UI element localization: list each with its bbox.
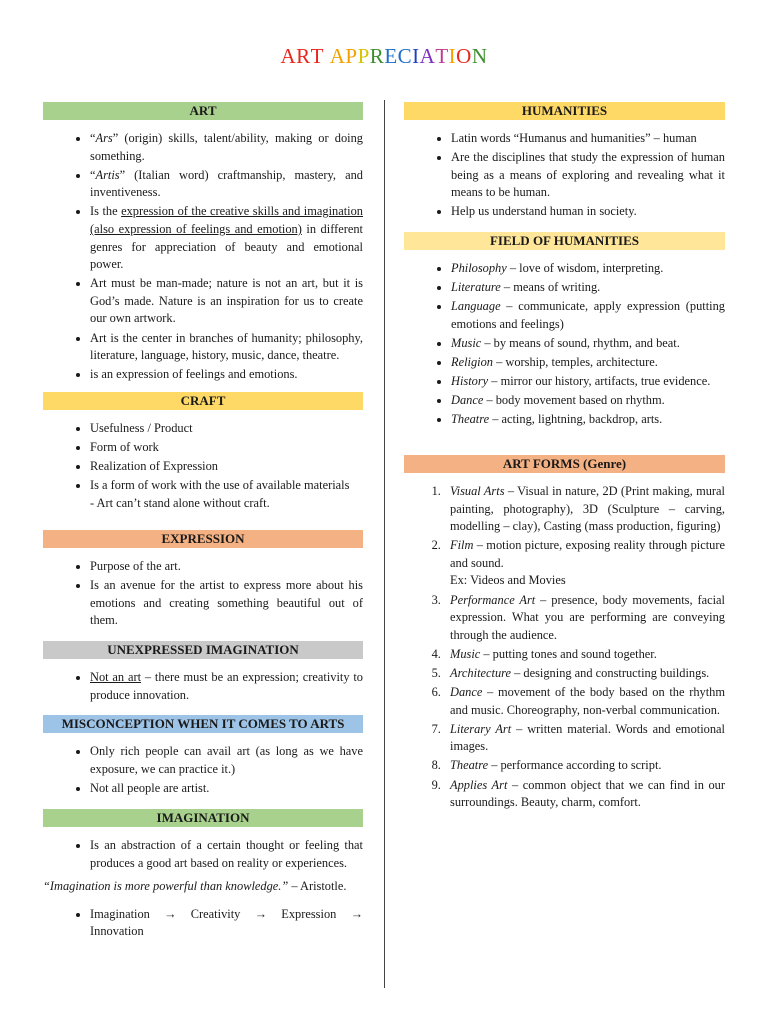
list-item	[451, 354, 725, 372]
item-text: – mirror our history, artifacts, true evidence.	[488, 374, 711, 389]
section-misconception	[43, 715, 363, 799]
item-text: – written material. Words and emotional images.	[450, 721, 725, 754]
item-note: - Art can’t stand alone without craft.	[90, 495, 270, 510]
list-item	[90, 780, 363, 798]
list-item	[444, 483, 725, 536]
list-item	[90, 167, 363, 202]
craft-list	[43, 420, 363, 512]
item-text: – communicate, apply expression (putting emotions and feelings)	[451, 299, 725, 331]
section-craft	[43, 392, 363, 514]
item-text: Art is the center in branches of humanity; philosophy, literature, language, history, music, dance, theatre.	[90, 330, 363, 363]
item-term: Performance Art	[450, 592, 536, 607]
list-item	[90, 458, 363, 476]
list-item	[90, 577, 363, 630]
art-list	[43, 130, 363, 384]
section-header-craft: CRAFT	[43, 392, 363, 410]
item-term: Ars	[95, 131, 113, 145]
aristotle-quote	[43, 878, 363, 896]
list-item	[444, 592, 725, 645]
item-term: Music	[450, 646, 481, 661]
item-term: Literature	[451, 280, 501, 295]
item-text: Are the disciplines that study the expression of human being as a means of exploring and revealing what it means to be human.	[451, 150, 725, 200]
item-text: – acting, lightning, backdrop, arts.	[489, 412, 663, 427]
section-header-humanities: HUMANITIES	[404, 102, 725, 120]
item-text: – presence, body movements, facial expression. What you are performing are conveying through the audience.	[450, 592, 725, 642]
title-letter: T	[435, 44, 449, 68]
item-underlined: Not an art	[90, 670, 142, 684]
title-letter: N	[471, 44, 488, 68]
title-letter: P	[345, 44, 358, 68]
quote-attribution: – Aristotle.	[288, 879, 347, 894]
title-letter: R	[296, 44, 311, 68]
item-term: Dance	[450, 685, 483, 700]
item-term: Architecture	[450, 665, 512, 680]
title-letter: E	[384, 44, 398, 68]
section-header-art-forms: ART FORMS (Genre)	[404, 455, 725, 473]
section-header-unexpressed-imagination: UNEXPRESSED IMAGINATION	[43, 641, 363, 659]
item-text: Help us understand human in society.	[451, 204, 637, 219]
item-term: Dance	[451, 393, 484, 408]
item-text: Is a form of work with the use of available materials	[90, 478, 350, 493]
field-list	[404, 260, 725, 429]
list-item	[90, 558, 363, 576]
list-item	[90, 669, 363, 704]
item-text: Latin words “Humanus and humanities” – human	[451, 131, 697, 145]
item-term: Applies Art	[450, 777, 508, 792]
list-item	[90, 366, 363, 384]
item-text: Is the	[90, 204, 122, 219]
list-item	[90, 203, 363, 273]
item-term: History	[451, 374, 489, 389]
item-text: in different genres for appreciation of beauty and emotional power.	[90, 221, 363, 272]
item-text: “	[90, 167, 96, 182]
list-item	[451, 260, 725, 278]
item-term: Theatre	[451, 412, 490, 427]
list-item	[451, 130, 725, 148]
imagination-flow-list	[43, 906, 363, 941]
item-text: Form of work	[90, 440, 159, 455]
title-letter: A	[329, 44, 346, 68]
item-text: “	[90, 131, 96, 145]
list-item	[451, 373, 725, 391]
item-text: – common object that we can find in our surroundings. Beauty, charm, comfort.	[450, 777, 726, 810]
item-term: Literary Art	[450, 721, 512, 736]
title-letter: I	[412, 44, 420, 68]
page-title	[0, 44, 768, 69]
item-text: Usefulness / Product	[90, 421, 193, 435]
column-divider	[384, 100, 385, 988]
art-forms-list	[404, 483, 725, 812]
title-letter: P	[357, 44, 370, 68]
item-term: Philosophy	[451, 261, 507, 275]
item-term: Visual Arts	[450, 484, 505, 498]
item-text: – means of writing.	[500, 280, 601, 295]
list-item	[444, 757, 725, 775]
list-item	[90, 837, 363, 872]
list-item	[90, 439, 363, 457]
expression-list	[43, 558, 363, 630]
humanities-list	[404, 130, 725, 221]
title-letter: R	[369, 44, 385, 68]
list-item	[451, 279, 725, 297]
section-header-art: ART	[43, 102, 363, 120]
item-term: Language	[451, 299, 501, 314]
list-item	[444, 721, 725, 756]
item-text: – motion picture, exposing reality through picture and sound.	[450, 538, 725, 570]
section-imagination	[43, 809, 363, 942]
title-letter: A	[419, 44, 436, 68]
list-item	[90, 477, 363, 512]
list-item	[451, 203, 725, 221]
item-text: – putting tones and sound together.	[480, 646, 657, 661]
section-art	[43, 102, 363, 385]
item-text: ” (origin) skills, talent/ability, making or doing something.	[90, 131, 363, 163]
item-text: – movement of the body based on the rhythm and music. Choreography, non-verbal communication.	[450, 685, 725, 717]
item-text: is an expression of feelings and emotions.	[90, 367, 298, 382]
item-text: – there must be an expression; creativity to produce innovation.	[90, 670, 364, 702]
item-term: Religion	[451, 354, 493, 369]
list-item	[90, 906, 363, 941]
item-text: Is an avenue for the artist to express more about his emotions and creating something beautiful out of them.	[90, 578, 363, 628]
section-expression	[43, 530, 363, 631]
item-text: ” (Italian word) craftmanship, mastery, and inventiveness.	[90, 167, 363, 200]
item-term: Film	[450, 538, 474, 553]
item-underlined: expression of the creative skills and imagination (also expression of feelings and emotion)	[90, 204, 363, 236]
list-item	[90, 130, 363, 165]
item-note: Ex: Videos and Movies	[450, 573, 566, 588]
item-text: Not all people are artist.	[90, 780, 210, 795]
item-term: Artis	[95, 167, 120, 182]
item-text: Is an abstraction of a certain thought or feeling that produces a good art based on reality or experiences.	[90, 838, 363, 870]
list-item	[444, 777, 725, 812]
unexpressed-list	[43, 669, 363, 704]
list-item	[90, 275, 363, 328]
section-header-imagination: IMAGINATION	[43, 809, 363, 827]
list-item	[444, 684, 725, 719]
title-letter: O	[456, 44, 472, 68]
imagination-list	[43, 837, 363, 872]
item-term: Theatre	[450, 758, 489, 773]
list-item	[451, 392, 725, 410]
section-unexpressed-imagination	[43, 641, 363, 706]
item-term: Music	[451, 335, 482, 350]
list-item	[451, 335, 725, 353]
item-text: Realization of Expression	[90, 459, 219, 474]
list-item	[451, 298, 725, 333]
misconception-list	[43, 743, 363, 797]
item-text: Purpose of the art.	[90, 559, 181, 573]
title-letter: A	[280, 44, 297, 68]
section-header-field-of-humanities: FIELD OF HUMANITIES	[404, 232, 725, 250]
list-item	[444, 537, 725, 590]
list-item	[90, 330, 363, 365]
section-humanities	[404, 102, 725, 222]
item-text: – Visual in nature, 2D (Print making, mural painting, photography), 3D (Sculpture – carving, modelling – clay), Casting (mass production, figuring)	[450, 484, 725, 534]
list-item	[444, 665, 725, 683]
list-item	[90, 420, 363, 438]
item-text: – designing and constructing buildings.	[511, 665, 710, 680]
section-art-forms	[404, 455, 725, 813]
item-text: Only rich people can avail art (as long as we have exposure, we can practice it.)	[90, 744, 363, 776]
item-text: – performance according to script.	[488, 758, 662, 773]
item-text: Art must be man-made; nature is not an art, but it is God’s made. Nature is an inspiration for us to create our own artwork.	[90, 276, 363, 326]
item-text: Imagination → Creativity → Expression → Innovation	[90, 906, 363, 939]
title-letter: I	[448, 44, 457, 68]
item-text: – worship, temples, architecture.	[492, 354, 658, 369]
quote-text: “Imagination is more powerful than knowledge.”	[43, 879, 289, 894]
section-field-of-humanities	[404, 232, 725, 430]
title-letter: T	[310, 44, 324, 68]
section-header-misconception: MISCONCEPTION WHEN IT COMES TO ARTS	[43, 715, 363, 733]
section-header-expression: EXPRESSION	[43, 530, 363, 548]
list-item	[451, 411, 725, 429]
list-item	[451, 149, 725, 202]
list-item	[444, 646, 725, 664]
item-text: – by means of sound, rhythm, and beat.	[481, 335, 680, 350]
item-text: – love of wisdom, interpreting.	[506, 261, 664, 275]
list-item	[90, 743, 363, 778]
title-letter: C	[397, 44, 413, 68]
item-text: – body movement based on rhythm.	[483, 393, 665, 408]
